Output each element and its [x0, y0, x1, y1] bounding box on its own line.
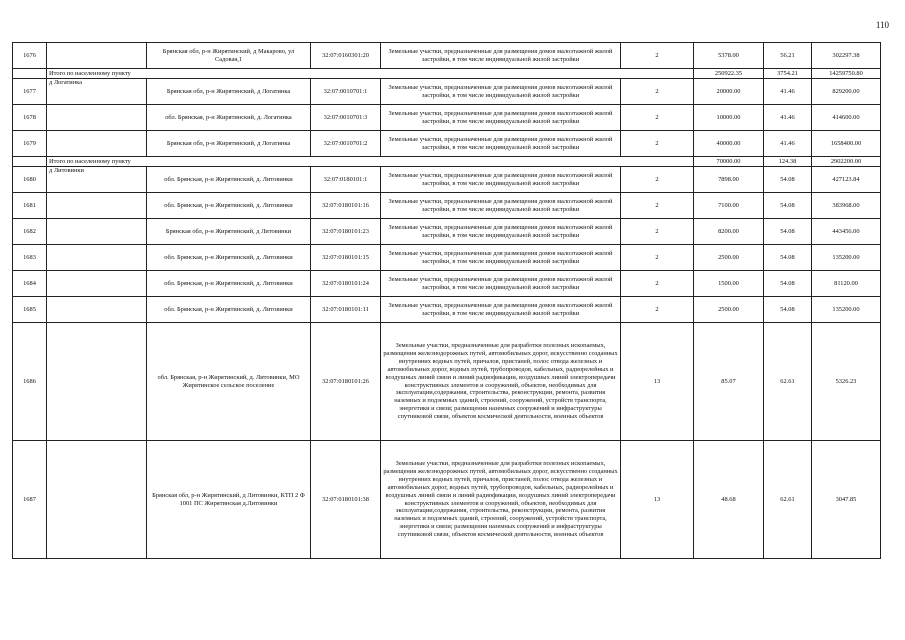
- cadastral-number: 32:07:0160301:20: [311, 43, 381, 69]
- address: обл. Брянская, р-н Жирятинский, д. Литовинки, МО Жирятинское сельское поселение: [147, 323, 311, 441]
- total-row: [13, 69, 881, 79]
- cadastral-value: 5326.23: [812, 323, 881, 441]
- rate: 54.08: [764, 297, 812, 323]
- total-label: Итого по населенному пункту: [47, 157, 694, 167]
- address: обл. Брянская, р-н Жирятинский, д. Логатинка: [147, 105, 311, 131]
- row-number: 1684: [13, 271, 47, 297]
- rate: 54.08: [764, 167, 812, 193]
- cadastral-value: 829200.00: [812, 79, 881, 105]
- settlement-name: д Логатинка: [47, 79, 147, 105]
- cadastral-value: 81120.00: [812, 271, 881, 297]
- area: 2500.00: [694, 297, 764, 323]
- rate: 56.21: [764, 43, 812, 69]
- rate: 62.61: [764, 441, 812, 559]
- table-row: [13, 245, 881, 271]
- table-row: [13, 167, 881, 193]
- land-purpose: Земельные участки, предназначенные для размещения домов малоэтажной жилой застройки, в том числе индивидуальной жилой застройки: [381, 105, 621, 131]
- row-number: 1681: [13, 193, 47, 219]
- cadastral-value: 135200.00: [812, 245, 881, 271]
- total-row: [13, 157, 881, 167]
- table-row: [13, 131, 881, 157]
- land-purpose: Земельные участки, предназначенные для размещения домов малоэтажной жилой застройки, в том числе индивидуальной жилой застройки: [381, 271, 621, 297]
- row-number: 1680: [13, 167, 47, 193]
- rate: 41.46: [764, 79, 812, 105]
- settlement-name: [47, 219, 147, 245]
- rate: 54.08: [764, 245, 812, 271]
- area: 7898.00: [694, 167, 764, 193]
- settlement-name: [47, 43, 147, 69]
- total-area: 250922.35: [694, 69, 764, 79]
- row-number: 1683: [13, 245, 47, 271]
- row-number: 1686: [13, 323, 47, 441]
- settlement-name: [47, 441, 147, 559]
- address: Брянская обл, р-н Жирятинский, д Логатинка: [147, 79, 311, 105]
- purpose-code: 2: [621, 43, 694, 69]
- purpose-code: 2: [621, 131, 694, 157]
- land-purpose: Земельные участки, предназначенные для размещения домов малоэтажной жилой застройки, в том числе индивидуальной жилой застройки: [381, 167, 621, 193]
- row-number: 1678: [13, 105, 47, 131]
- area: 85.07: [694, 323, 764, 441]
- purpose-code: 2: [621, 105, 694, 131]
- row-number: 1682: [13, 219, 47, 245]
- cell-empty: [13, 157, 47, 167]
- row-number: 1679: [13, 131, 47, 157]
- table-row: [13, 105, 881, 131]
- cadastral-number: 32:07:0010701:1: [311, 79, 381, 105]
- cadastral-number: 32:07:0180101:1: [311, 167, 381, 193]
- cadastral-number: 32:07:0010701:2: [311, 131, 381, 157]
- land-purpose: Земельные участки, предназначенные для разработки полезных ископаемых, размещения железнодорожных путей, автомобильных дорог, искусственно созданных внутренних водных путей, причалов, пристаней, полос отвода железных и автомобильных дорог, водных путей, трубопроводов, кабельных, радиорелейных и воздушных линий связи и линий радиофикации, воздушных линий электропередачи конструктивных элементов и сооружений, объектов, необходимых для эксплуатации,содержания, строительства, реконструкции, ремонта, развития наземных и подземных зданий, строений, сооружений, устройств транспорта, энергетики и связи; размещения наземных сооружений и инфраструктуры спутниковой связи, объектов космической деятельности, военных объектов: [381, 323, 621, 441]
- land-purpose: Земельные участки, предназначенные для размещения домов малоэтажной жилой застройки, в том числе индивидуальной жилой застройки: [381, 131, 621, 157]
- area: 7100.00: [694, 193, 764, 219]
- address: Брянская обл, р-н Жирятинский, д Литовинки, КТП 2 Ф 1001 ПС Жирятинская д.Литовинки: [147, 441, 311, 559]
- address: Брянская обл, р-н Жирятинский, д Литовинки: [147, 219, 311, 245]
- table-row: [13, 271, 881, 297]
- area: 10000.00: [694, 105, 764, 131]
- purpose-code: 2: [621, 219, 694, 245]
- total-value: 2902200.00: [812, 157, 881, 167]
- row-number: 1676: [13, 43, 47, 69]
- total-area: 70000.00: [694, 157, 764, 167]
- settlement-name: [47, 323, 147, 441]
- land-purpose: Земельные участки, предназначенные для размещения домов малоэтажной жилой застройки, в том числе индивидуальной жилой застройки: [381, 297, 621, 323]
- cadastral-value: 302297.38: [812, 43, 881, 69]
- address: Брянская обл, р-н Жирятинский, д Логатинка: [147, 131, 311, 157]
- purpose-code: 2: [621, 193, 694, 219]
- cadastral-value: 383968.00: [812, 193, 881, 219]
- cell-empty: [13, 69, 47, 79]
- purpose-code: 2: [621, 79, 694, 105]
- table-row: [13, 79, 881, 105]
- purpose-code: 2: [621, 245, 694, 271]
- purpose-code: 13: [621, 323, 694, 441]
- settlement-name: [47, 245, 147, 271]
- table-row: [13, 193, 881, 219]
- area: 48.68: [694, 441, 764, 559]
- address: обл. Брянская, р-н Жирятинский, д. Литовинки: [147, 297, 311, 323]
- cadastral-value: 414600.00: [812, 105, 881, 131]
- table-row: [13, 323, 881, 441]
- area: 1500.00: [694, 271, 764, 297]
- purpose-code: 2: [621, 271, 694, 297]
- total-label: Итого по населенному пункту: [47, 69, 694, 79]
- settlement-name: д Литовинки: [47, 167, 147, 193]
- area: 20000.00: [694, 79, 764, 105]
- rate: 41.46: [764, 131, 812, 157]
- settlement-name: [47, 131, 147, 157]
- table-row: [13, 43, 881, 69]
- table-body: [13, 43, 881, 559]
- cadastral-number: 32:07:0180101:38: [311, 441, 381, 559]
- cadastral-number: 32:07:0180101:23: [311, 219, 381, 245]
- cadastral-number: 32:07:0010701:3: [311, 105, 381, 131]
- cadastral-value: 443456.00: [812, 219, 881, 245]
- area: 5378.00: [694, 43, 764, 69]
- cadastral-value: 427123.84: [812, 167, 881, 193]
- address: Брянская обл, р-н Жирятинский, д Макарово, ул Садовая,1: [147, 43, 311, 69]
- cadastral-number: 32:07:0180101:15: [311, 245, 381, 271]
- total-value: 14259750.80: [812, 69, 881, 79]
- address: обл. Брянская, р-н Жирятинский, д. Литовинки: [147, 245, 311, 271]
- cadastral-value: 1658400.00: [812, 131, 881, 157]
- rate: 54.08: [764, 219, 812, 245]
- row-number: 1677: [13, 79, 47, 105]
- purpose-code: 2: [621, 167, 694, 193]
- row-number: 1687: [13, 441, 47, 559]
- land-purpose: Земельные участки, предназначенные для разработки полезных ископаемых, размещения железнодорожных путей, автомобильных дорог, искусственно созданных внутренних водных путей, причалов, пристаней, полос отвода железных и автомобильных дорог, водных путей, трубопроводов, кабельных, радиорелейных и воздушных линий связи и линий радиофикации, воздушных линий электропередачи конструктивных элементов и сооружений, объектов, необходимых для эксплуатации,содержания, строительства, реконструкции, ремонта, развития наземных и подземных зданий, строений, сооружений, устройств транспорта, энергетики и связи; размещения наземных сооружений и инфраструктуры спутниковой связи, объектов космической деятельности, военных объектов: [381, 441, 621, 559]
- cadastral-number: 32:07:0180101:11: [311, 297, 381, 323]
- cadastral-number: 32:07:0180101:26: [311, 323, 381, 441]
- cadastral-number: 32:07:0180101:16: [311, 193, 381, 219]
- address: обл. Брянская, р-н Жирятинский, д. Литовинки: [147, 167, 311, 193]
- area: 2500.00: [694, 245, 764, 271]
- settlement-name: [47, 193, 147, 219]
- table-row: [13, 219, 881, 245]
- cadastral-number: 32:07:0180101:24: [311, 271, 381, 297]
- land-cadastral-table: [12, 42, 881, 559]
- settlement-name: [47, 297, 147, 323]
- rate: 54.08: [764, 193, 812, 219]
- purpose-code: 2: [621, 297, 694, 323]
- land-purpose: Земельные участки, предназначенные для размещения домов малоэтажной жилой застройки, в том числе индивидуальной жилой застройки: [381, 79, 621, 105]
- address: обл. Брянская, р-н Жирятинский, д. Литовинки: [147, 193, 311, 219]
- land-purpose: Земельные участки, предназначенные для размещения домов малоэтажной жилой застройки, в том числе индивидуальной жилой застройки: [381, 219, 621, 245]
- settlement-name: [47, 271, 147, 297]
- settlement-name: [47, 105, 147, 131]
- row-number: 1685: [13, 297, 47, 323]
- cadastral-value: 135200.00: [812, 297, 881, 323]
- purpose-code: 13: [621, 441, 694, 559]
- area: 40000.00: [694, 131, 764, 157]
- rate: 54.08: [764, 271, 812, 297]
- area: 8200.00: [694, 219, 764, 245]
- land-purpose: Земельные участки, предназначенные для размещения домов малоэтажной жилой застройки, в том числе индивидуальной жилой застройки: [381, 43, 621, 69]
- cadastral-value: 3047.85: [812, 441, 881, 559]
- land-purpose: Земельные участки, предназначенные для размещения домов малоэтажной жилой застройки, в том числе индивидуальной жилой застройки: [381, 193, 621, 219]
- table-row: [13, 441, 881, 559]
- total-rate: 3754.21: [764, 69, 812, 79]
- rate: 41.46: [764, 105, 812, 131]
- total-rate: 124.38: [764, 157, 812, 167]
- land-purpose: Земельные участки, предназначенные для размещения домов малоэтажной жилой застройки, в том числе индивидуальной жилой застройки: [381, 245, 621, 271]
- page-number: 110: [875, 20, 889, 30]
- table-row: [13, 297, 881, 323]
- address: обл. Брянская, р-н Жирятинский, д. Литовинки: [147, 271, 311, 297]
- rate: 62.61: [764, 323, 812, 441]
